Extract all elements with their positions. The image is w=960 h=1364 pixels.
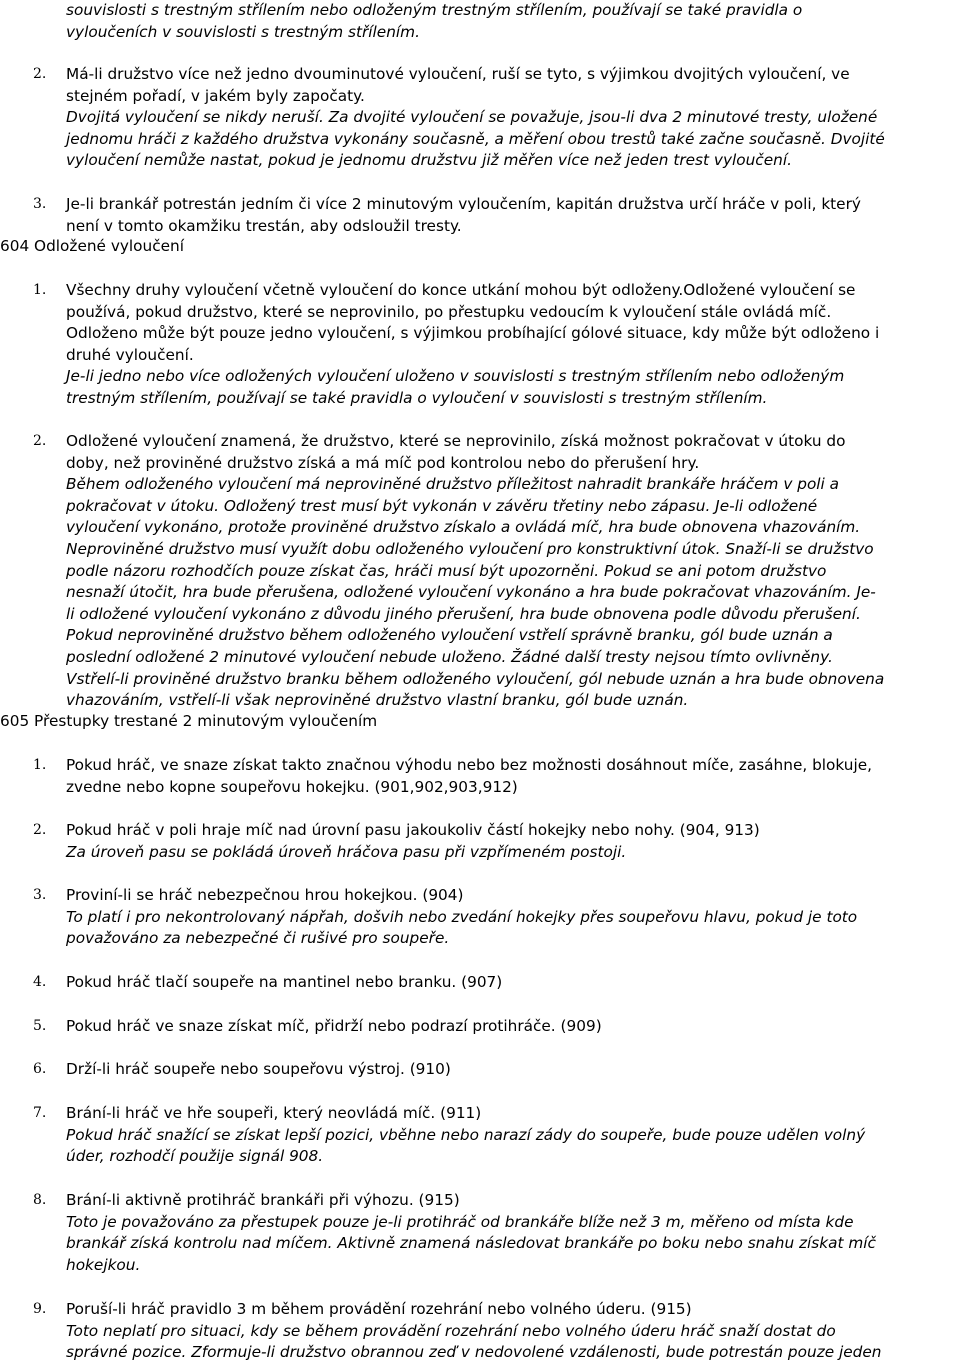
list-item [66,1190,958,1276]
list-item [66,820,958,863]
text-line: Toto je považováno za přestupek pouze je-li protihráč od brankáře blíže než 3 m, měřeno od místa kde [66,1212,854,1231]
text-line: není v tomto okamžiku trestán, aby odsloužil tresty. [66,216,462,235]
text-line: Je-li brankář potrestán jedním či více 2 minutovým vyloučením, kapitán družstva určí hráče v poli, který [66,195,861,213]
list-item [66,64,958,172]
text-line: Pokud hráč tlačí soupeře na mantinel nebo branku. (907) [66,973,503,991]
text-line: Za úroveň pasu se pokládá úroveň hráčova pasu při vzpřímeném postoji. [66,842,627,861]
text-line: správné pozice. Zformuje-li družstvo obrannou zeď v nedovolené vzdálenosti, bude potrestán pouze jeden [66,1343,882,1362]
text-line: trestným střílením, používají se také pravidla o vyloučení v souvislosti s trestným střílením. [66,388,768,407]
item-number: 3. [33,196,47,212]
text-line: nesnaží útočit, hra bude přerušena, odložené vyloučení vykonáno a hra bude pokračovat vhazováním. Je- [66,583,876,602]
text-line: vyloučení nemůže nastat, pokud je jednomu družstvu již měřen více než jeden trest vyloučení. [66,151,792,170]
text-line: Toto neplatí pro situaci, kdy se během provádění rozehrání nebo volného úderu hráč snaží dostat do [66,1321,836,1340]
text-line: Odloženo může být pouze jedno vyloučení, s výjimkou probíhající gólové situace, kdy může být odloženo i [66,324,880,343]
list-item [66,431,958,712]
text-line: Poruší-li hráč pravidlo 3 m během provádění rozehrání nebo volného úderu. (915) [66,1300,692,1318]
text-line: Brání-li hráč ve hře soupeři, který neovládá míč. (911) [66,1104,482,1122]
text-line: Drží-li hráč soupeře nebo soupeřovu výstroj. (910) [66,1060,451,1078]
text-line: Je-li jedno nebo více odložených vyloučení uloženo v souvislosti s trestným střílením nebo odloženým [66,367,845,386]
item-number: 1. [33,282,47,298]
item-number: 2. [33,822,47,838]
text-line: Pokud hráč snažící se získat lepší pozici, vběhne nebo narazí zády do soupeře, bude pouze udělen volný [66,1125,866,1144]
text-line: Všechny druhy vyloučení včetně vyloučení do konce utkání mohou být odloženy.Odložené vyloučení se [66,281,856,299]
item-number: 2. [33,66,47,82]
text-line: úder, rozhodčí použije signál 908. [66,1147,324,1166]
continuation-paragraph [66,0,958,43]
list-item [66,194,958,237]
item-number: 5. [33,1018,47,1034]
text-line: Odložené vyloučení znamená, že družstvo, které se neprovinilo, získá možnost pokračovat v útoku do [66,432,846,450]
text-line: vyloučení vykonáno, protože proviněné družstvo získalo a ovládá míč, hra bude obnovena vhazováním. [66,518,861,537]
text-line: pokračovat v útoku. Odložený trest musí být vykonán v závěru třetiny nebo zápasu. Je-li odložené [66,496,818,515]
text-line: vhazováním, vstřelí-li však neproviněné družstvo vlastní branku, gól bude uznán. [66,691,689,710]
text-line: To platí i pro nekontrolovaný nápřah, došvih nebo zvedání hokejky přes soupeřovu hlavu, pokud je toto [66,907,858,926]
item-number: 4. [33,974,47,990]
section-heading: 604 Odložené vyloučení [0,237,185,255]
text-line: Během odloženého vyloučení má neproviněné družstvo příležitost nahradit brankáře hráčem v poli a [66,475,840,494]
item-number: 8. [33,1192,47,1208]
text-line: Neproviněné družstvo musí využít dobu odloženého vyloučení pro konstruktivní útok. Snaží-li se družstvo [66,539,874,558]
text-line: Pokud hráč, ve snaze získat takto značnou výhodu nebo bez možnosti dosáhnout míče, zasáhne, blokuje, [66,756,873,774]
text-line: stejném pořadí, v jakém byly započaty. [66,86,365,105]
list-item [66,1016,958,1038]
text-line: používá, pokud družstvo, které se neprovinilo, po přestupku vedoucím k vyloučení stále ovládá míč. [66,302,832,321]
item-number: 3. [33,887,47,903]
list-item [66,885,958,950]
list-item [66,1059,958,1081]
section-heading: 605 Přestupky trestané 2 minutovým vyloučením [0,712,378,730]
text-line: brankář získá kontrolu nad míčem. Aktivně znamená následovat brankáře po boku nebo snahu získat míč [66,1234,876,1253]
text-line: Pokud neproviněné družstvo během odloženého vyloučení vstřelí správně branku, gól bude uznán a [66,626,833,645]
text-line: Proviní-li se hráč nebezpečnou hrou hokejkou. (904) [66,886,464,904]
item-number: 2. [33,433,47,449]
item-number: 1. [33,757,47,773]
list-item [66,280,958,410]
item-number: 7. [33,1105,47,1121]
item-number: 9. [33,1301,47,1317]
text-line: Dvojitá vyloučení se nikdy neruší. Za dvojité vyloučení se považuje, jsou-li dva 2 minutové tresty, uložené [66,108,878,127]
text-line: považováno za nebezpečné či rušivé pro soupeře. [66,929,450,948]
text-line: doby, než proviněné družstvo získá a má míč pod kontrolou nebo do přerušení hry. [66,453,700,472]
list-item [66,972,958,994]
text-line: Vstřelí-li proviněné družstvo branku během odloženého vyloučení, gól nebude uznán a hra bude obnovena [66,669,885,688]
text-line: li odložené vyloučení vykonáno z důvodu jiného přerušení, hra bude obnovena podle důvodu přerušení. [66,604,861,623]
text-line: Pokud hráč v poli hraje míč nad úrovní pasu jakoukoliv částí hokejky nebo nohy. (904, 913) [66,821,760,839]
item-number: 6. [33,1061,47,1077]
text-line: vyloučeních v souvislosti s trestným střílením. [66,22,420,41]
list-item [66,755,958,798]
text-line: Brání-li aktivně protihráč brankáři při výhozu. (915) [66,1191,460,1209]
text-line: Má-li družstvo více než jedno dvouminutové vyloučení, ruší se tyto, s výjimkou dvojitých vyloučení, ve [66,65,850,83]
list-item [66,1103,958,1168]
text-line: podle názoru rozhodčích pouze získat čas, hráči musí být upozorněni. Pokud se ani potom družstvo [66,561,827,580]
list-item [66,1299,958,1364]
text-line: hokejkou. [66,1255,141,1274]
text-line: druhé vyloučení. [66,345,194,364]
text-line: zvedne nebo kopne soupeřovu hokejku. (901,902,903,912) [66,777,518,796]
text-line: jednomu hráči z každého družstva vykonány současně, a měření obou trestů také začne současně. Dvojité [66,129,885,148]
text-line: Pokud hráč ve snaze získat míč, přidrží nebo podrazí protihráče. (909) [66,1017,602,1035]
text-line: poslední odložené 2 minutové vyloučení nebude uloženo. Žádné další tresty nejsou tímto ovlivněny. [66,647,833,666]
text-line: souvislosti s trestným střílením nebo odloženým trestným střílením, používají se také pravidla o [66,1,803,19]
